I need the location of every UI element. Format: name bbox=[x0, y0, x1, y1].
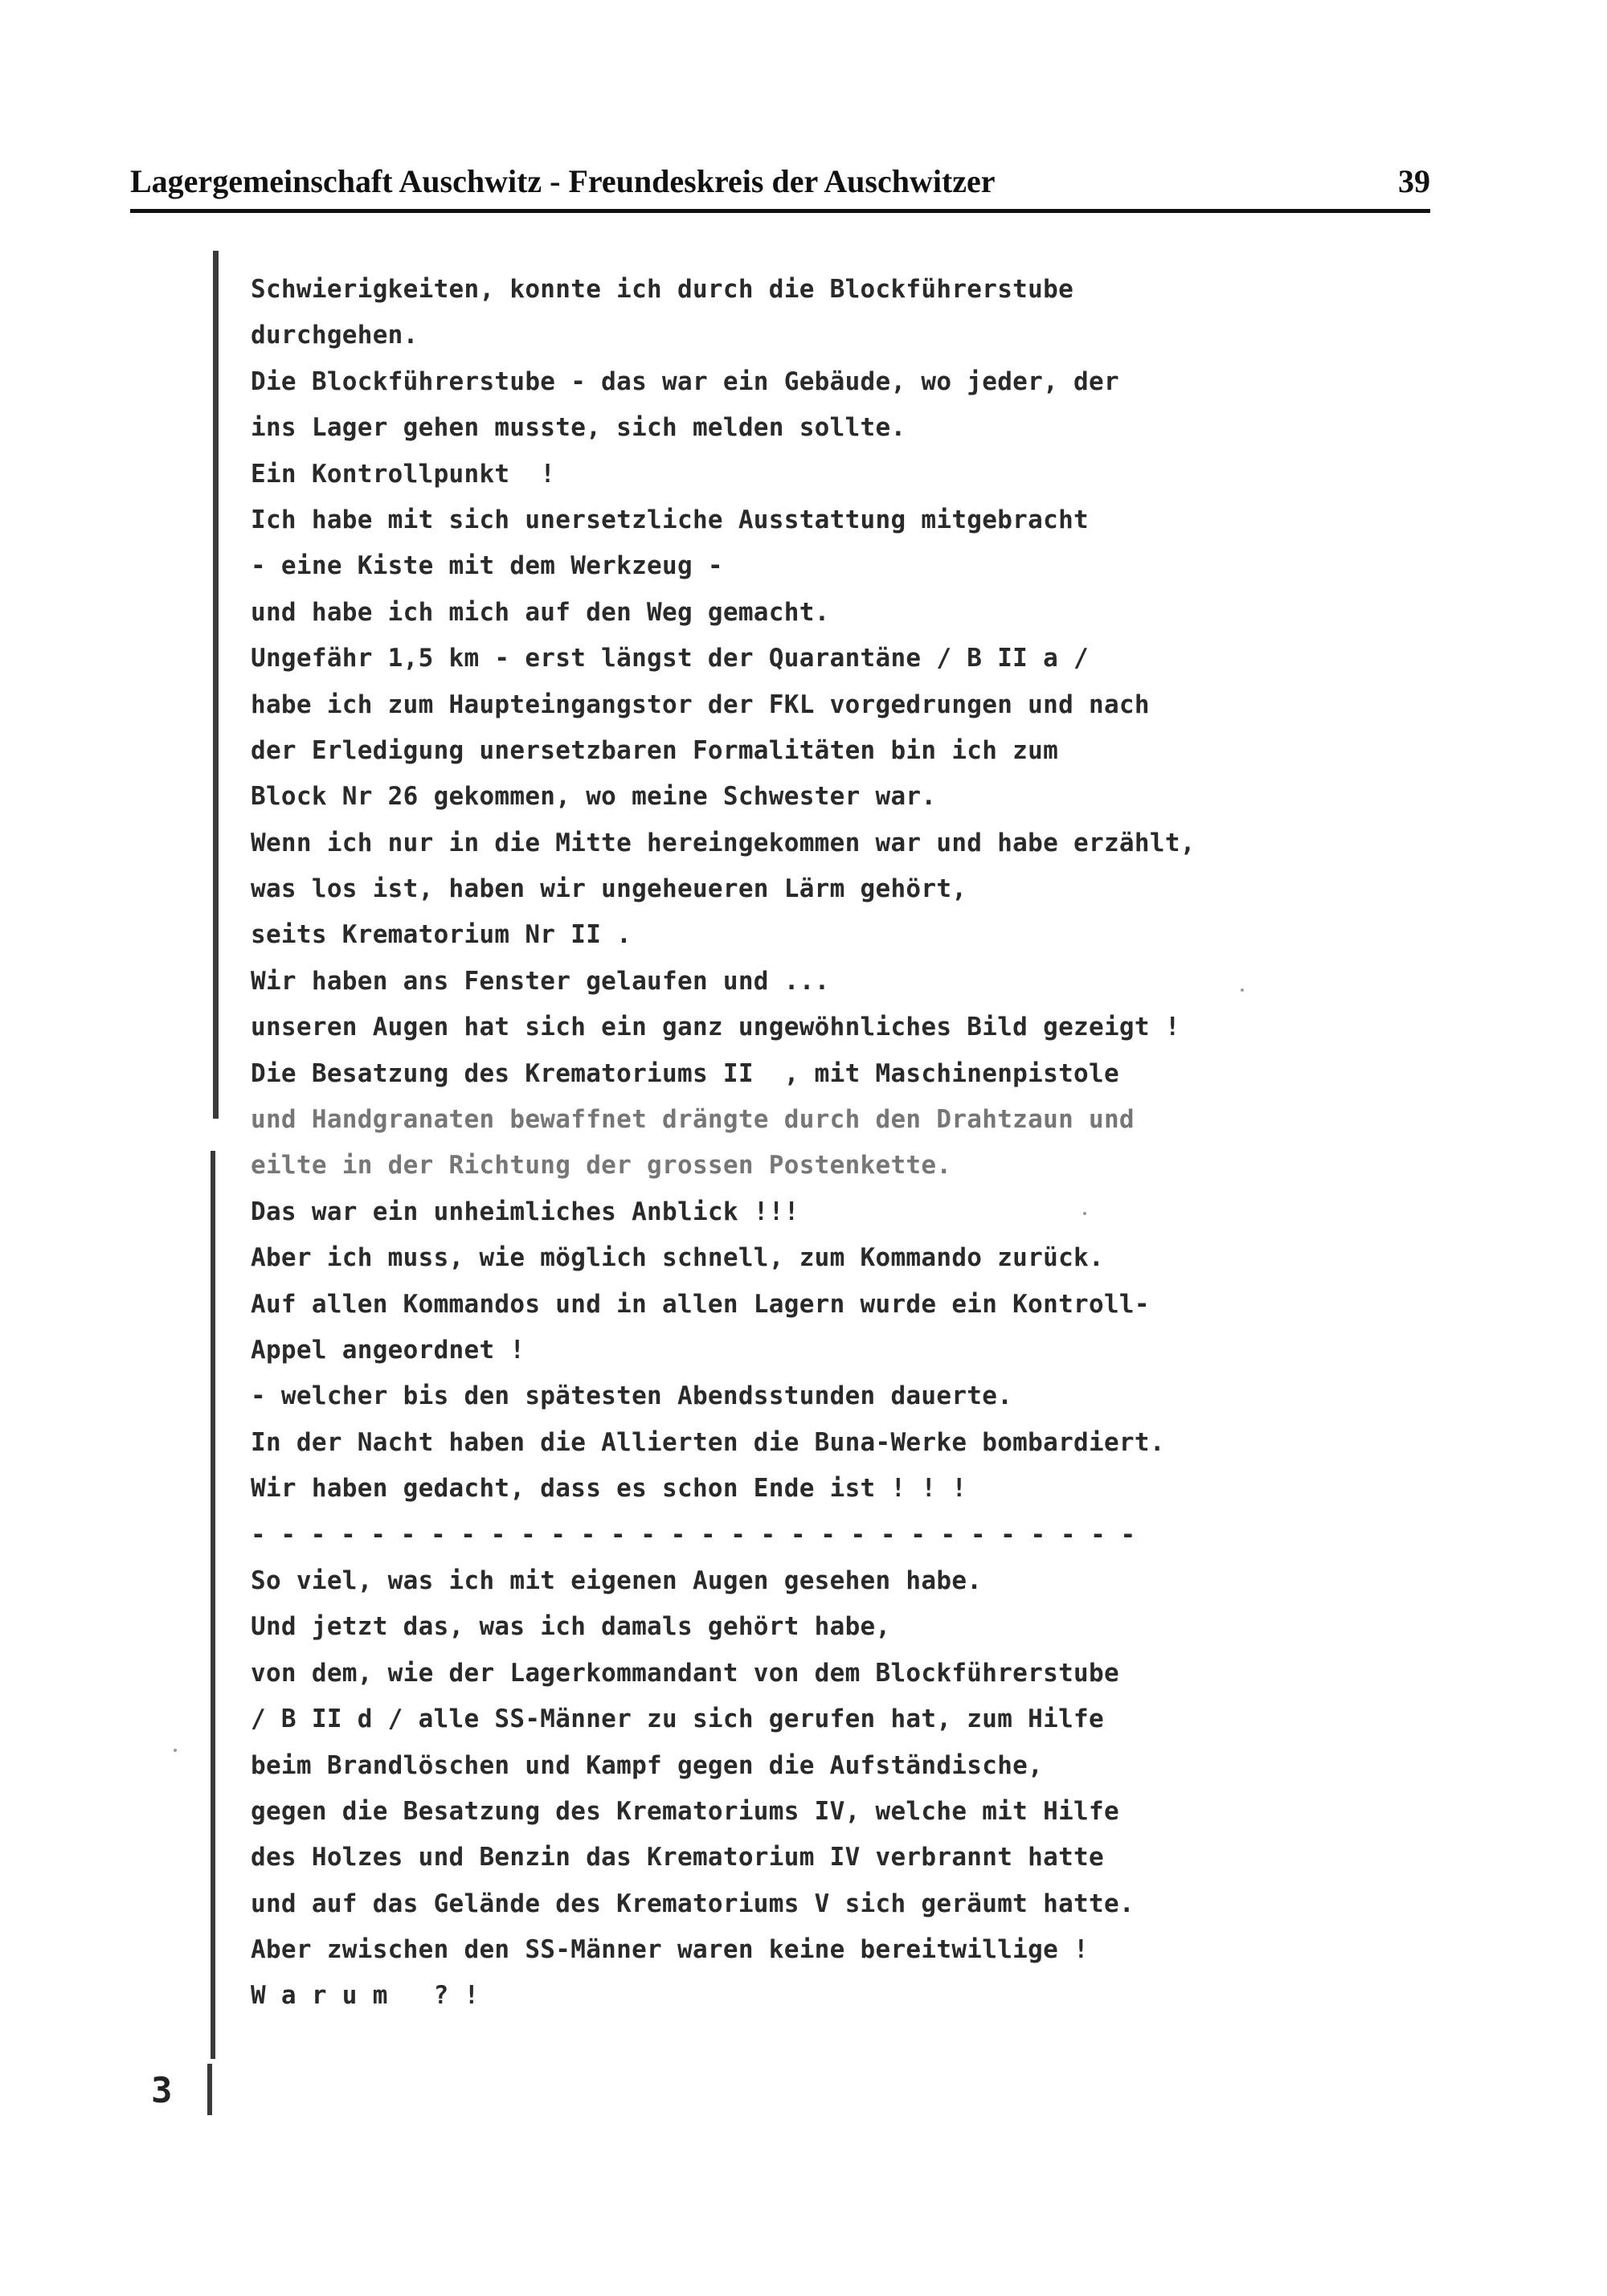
typescript-line: W a r u m ? ! bbox=[251, 1981, 480, 2011]
typescript-sheet-number: 3 bbox=[151, 2070, 173, 2111]
typescript-line: von dem, wie der Lagerkommandant von dem Blockführerstube bbox=[251, 1658, 1119, 1688]
typescript-separator: - - - - - - - - - - - - - - - - - - - - - - - - - - - - - - bbox=[251, 1520, 1136, 1549]
margin-line-lower bbox=[211, 1151, 215, 2059]
typescript-line: Die Besatzung des Krematoriums II , mit Maschinenpistole bbox=[251, 1058, 1119, 1088]
typescript-line: gegen die Besatzung des Krematoriums IV, welche mit Hilfe bbox=[251, 1796, 1119, 1826]
typescript-line: Ein Kontrollpunkt ! bbox=[251, 459, 556, 489]
typescript-line: und habe ich mich auf den Weg gemacht. bbox=[251, 597, 830, 627]
typescript-line: ins Lager gehen musste, sich melden sollte. bbox=[251, 413, 906, 443]
typescript-line: der Erledigung unersetzbaren Formalitäten bin ich zum bbox=[251, 735, 1059, 765]
typescript-line: eilte in der Richtung der grossen Postenkette. bbox=[251, 1151, 952, 1181]
typescript-line: So viel, was ich mit eigenen Augen gesehen habe. bbox=[251, 1565, 983, 1595]
typescript-line: Auf allen Kommandos und in allen Lagern wurde ein Kontroll- bbox=[251, 1289, 1150, 1319]
typescript-line: In der Nacht haben die Allierten die Buna-Werke bombardiert. bbox=[251, 1427, 1165, 1457]
typescript-line: Ungefähr 1,5 km - erst längst der Quarantäne / B II a / bbox=[251, 644, 1089, 673]
page-number: 39 bbox=[1398, 163, 1430, 199]
typescript-line: unseren Augen hat sich ein ganz ungewöhnliches Bild gezeigt ! bbox=[251, 1013, 1180, 1042]
typescript-line: Wir haben ans Fenster gelaufen und ... bbox=[251, 966, 830, 996]
typescript-line: Schwierigkeiten, konnte ich durch die Blockführerstube bbox=[251, 275, 1074, 304]
typescript-line: Ich habe mit sich unersetzliche Ausstattung mitgebracht bbox=[251, 505, 1089, 534]
typescript-line: Die Blockführerstube - das war ein Gebäude, wo jeder, der bbox=[251, 366, 1119, 396]
typescript-line: Aber ich muss, wie möglich schnell, zum Kommando zurück. bbox=[251, 1243, 1104, 1273]
typescript-line: Aber zwischen den SS-Männer waren keine bereitwillige ! bbox=[251, 1935, 1089, 1965]
typescript-line: beim Brandlöschen und Kampf gegen die Aufständische, bbox=[251, 1750, 1044, 1780]
running-header bbox=[130, 159, 1430, 213]
typescript-line: Appel angeordnet ! bbox=[251, 1335, 525, 1365]
typescript-line: Das war ein unheimliches Anblick !!! bbox=[251, 1197, 799, 1226]
typescript-line: und Handgranaten bewaffnet drängte durch den Drahtzaun und bbox=[251, 1105, 1135, 1135]
typescript-line: und auf das Gelände des Krematoriums V sich geräumt hatte. bbox=[251, 1889, 1135, 1918]
scan-speck bbox=[1083, 1212, 1086, 1215]
typescript-line: was los ist, haben wir ungeheueren Lärm gehört, bbox=[251, 874, 967, 904]
typescript-line: - welcher bis den spätesten Abendsstunden dauerte. bbox=[251, 1381, 1013, 1411]
typescript-body bbox=[251, 267, 1408, 2020]
typescript-line: seits Krematorium Nr II . bbox=[251, 920, 632, 950]
typescript-line: Wenn ich nur in die Mitte hereingekommen war und habe erzählt, bbox=[251, 828, 1196, 857]
typescript-line: Block Nr 26 gekommen, wo meine Schwester war. bbox=[251, 782, 937, 812]
margin-line-bottom bbox=[207, 2064, 212, 2115]
margin-line-upper bbox=[213, 251, 219, 1119]
typescript-line: Und jetzt das, was ich damals gehört habe, bbox=[251, 1612, 891, 1642]
scan-speck bbox=[174, 1749, 177, 1752]
header-title: Lagergemeinschaft Auschwitz - Freundeskreis der Auschwitzer bbox=[130, 163, 996, 199]
scan-speck bbox=[1241, 988, 1244, 992]
typescript-line: Wir haben gedacht, dass es schon Ende ist ! ! ! bbox=[251, 1474, 967, 1504]
typescript-line: - eine Kiste mit dem Werkzeug - bbox=[251, 551, 723, 581]
typescript-line: des Holzes und Benzin das Krematorium IV verbrannt hatte bbox=[251, 1843, 1104, 1872]
typescript-line: durchgehen. bbox=[251, 321, 419, 350]
typescript-line: habe ich zum Haupteingangstor der FKL vorgedrungen und nach bbox=[251, 690, 1150, 719]
typescript-line: / B II d / alle SS-Männer zu sich gerufen hat, zum Hilfe bbox=[251, 1705, 1104, 1734]
